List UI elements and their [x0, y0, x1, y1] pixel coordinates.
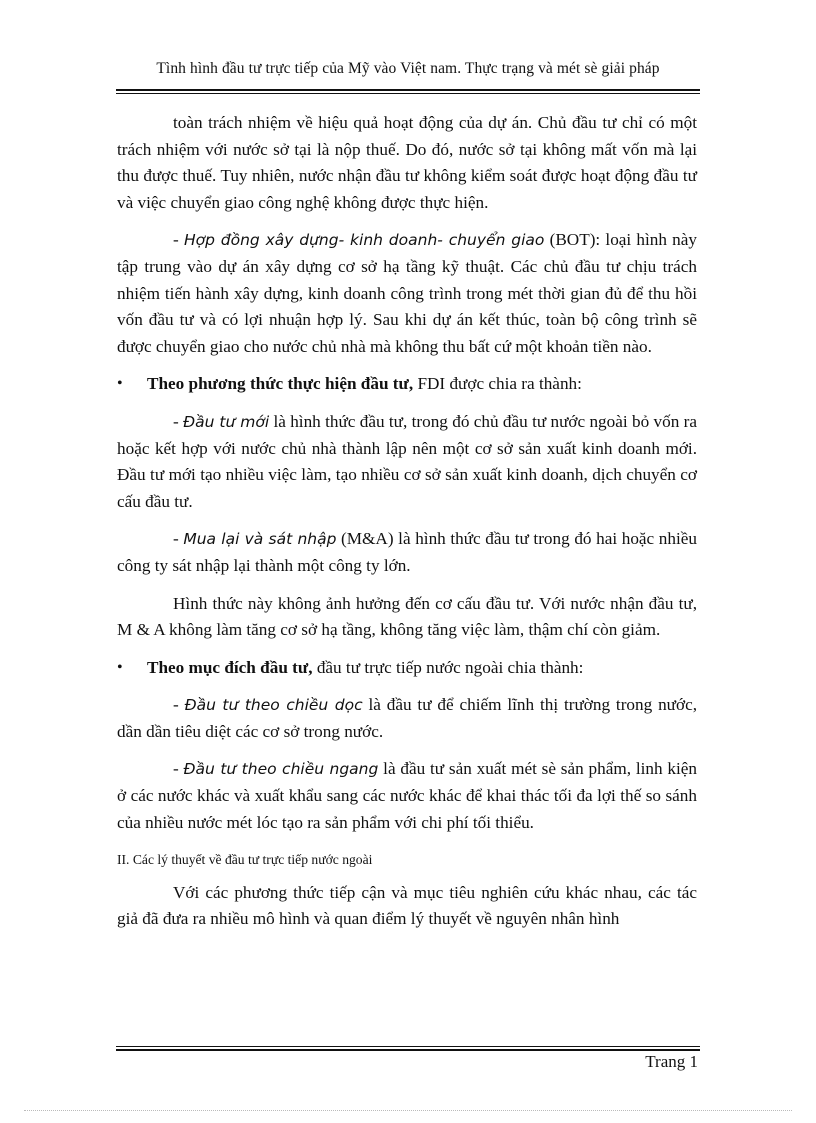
- header-rule-thick: [116, 89, 700, 91]
- header-rule-thin: [116, 93, 700, 94]
- paragraph-ma-effect: Hình thức này không ảnh hưởng đến cơ cấu đầu tư. Với nước nhận đầu tư, M & A không làm tăng cơ sở hạ tầng, không tăng việc làm, thậm chí còn giảm.: [117, 593, 697, 640]
- term-horizontal: Đầu tư theo chiều ngang: [183, 760, 379, 779]
- bullet-icon: •: [117, 658, 123, 676]
- term-ma: Mua lại và sát nhập: [183, 530, 337, 549]
- paragraph-new-investment-text: là hình thức đầu tư, trong đó chủ đầu tư nước ngoài bỏ vốn ra hoặc kết hợp với nước chủ nhà thành lập nên một cơ sở sản xuất kinh doanh mới. Đầu tư mới tạo nhiều việc làm, tạo nhiều cơ sở sản xuất kinh doanh, dịch chuyển cơ cấu đầu tư.: [117, 411, 697, 511]
- paragraph-ma-text: (M&A) là hình thức đầu tư trong đó hai hoặc nhiều công ty sát nhập lại thành một công ty lớn.: [117, 529, 697, 575]
- paragraph-vertical-text: là đầu tư để chiếm lĩnh thị trường trong nước, dần dần tiêu diệt các cơ sở trong nước.: [117, 695, 697, 741]
- footer-rule-thin: [116, 1046, 700, 1047]
- bullet-purpose-text: đầu tư trực tiếp nước ngoài chia thành:: [312, 657, 584, 677]
- bullet-method-bold: Theo phương thức thực hiện đầu tư,: [147, 374, 414, 394]
- bullet-icon: •: [117, 375, 123, 393]
- footer-rule-thick: [116, 1049, 700, 1051]
- dash: -: [173, 759, 184, 779]
- term-new-investment: Đầu tư mới: [183, 412, 270, 431]
- bullet-method-text: FDI được chia ra thành:: [413, 374, 582, 394]
- paragraph-new-investment: [117, 409, 697, 515]
- section-heading: II. Các lý thuyết về đầu tư trực tiếp nước ngoài: [117, 852, 373, 868]
- paragraph-ma: [117, 526, 697, 579]
- dash: -: [173, 230, 184, 250]
- paragraph-1: toàn trách nhiệm về hiệu quả hoạt động của dự án. Chủ đầu tư chỉ có một trách nhiệm với nước sở tại là nộp thuế. Do đó, nước sở tại không mất vốn mà lại thu được thuế. Tuy nhiên, nước nhận đầu tư không kiểm soát được hoạt động đầu tư và việc chuyển giao công nghệ không được thực hiện.: [117, 113, 697, 212]
- bullet-method: [117, 371, 697, 398]
- paragraph-horizontal-text: là đầu tư sản xuất mét sè sản phẩm, linh kiện ở các nước khác và xuất khẩu sang các nước khác để khai thác tối đa lợi thế so sánh của nhiều nước mét lóc tạo ra sản phẩm với chi phí tối thiểu.: [117, 759, 697, 832]
- page-number: Trang 1: [645, 1052, 698, 1071]
- page-bottom-dotted-edge: [24, 1110, 792, 1111]
- dash: -: [173, 695, 185, 715]
- paragraph-vertical: [117, 692, 697, 745]
- paragraph-horizontal: [117, 756, 697, 836]
- paragraph-theories: Với các phương thức tiếp cận và mục tiêu nghiên cứu khác nhau, các tác giả đã đưa ra nhiều mô hình và quan điểm lý thuyết về nguyên nhân hình: [117, 882, 697, 929]
- bullet-purpose: [117, 655, 697, 682]
- dash: -: [173, 529, 184, 549]
- paragraph-bot: [117, 227, 697, 360]
- term-vertical: Đầu tư theo chiều dọc: [184, 696, 363, 715]
- document-body: [117, 110, 697, 944]
- bullet-purpose-bold: Theo mục đích đầu tư,: [147, 657, 313, 677]
- term-bot: Hợp đồng xây dựng- kinh doanh- chuyển giao: [183, 231, 545, 250]
- page-header-title: Tình hình đầu tư trực tiếp của Mỹ vào Việt nam. Thực trạng và mét sè giải pháp: [156, 60, 660, 77]
- dash: -: [173, 411, 184, 431]
- paragraph-bot-text: (BOT): loại hình này tập trung vào dự án xây dựng cơ sở hạ tầng kỹ thuật. Các chủ đầu tư chịu trách nhiệm tiến hành xây dựng, kinh doanh công trình trong mét thời gian đủ để thu hồi vốn đầu tư và có lợi nhuận hợp lý. Sau khi dự án kết thúc, toàn bộ công trình sẽ được chuyển giao cho nước chủ nhà mà không thu bất cứ một khoản tiền nào.: [117, 230, 697, 356]
